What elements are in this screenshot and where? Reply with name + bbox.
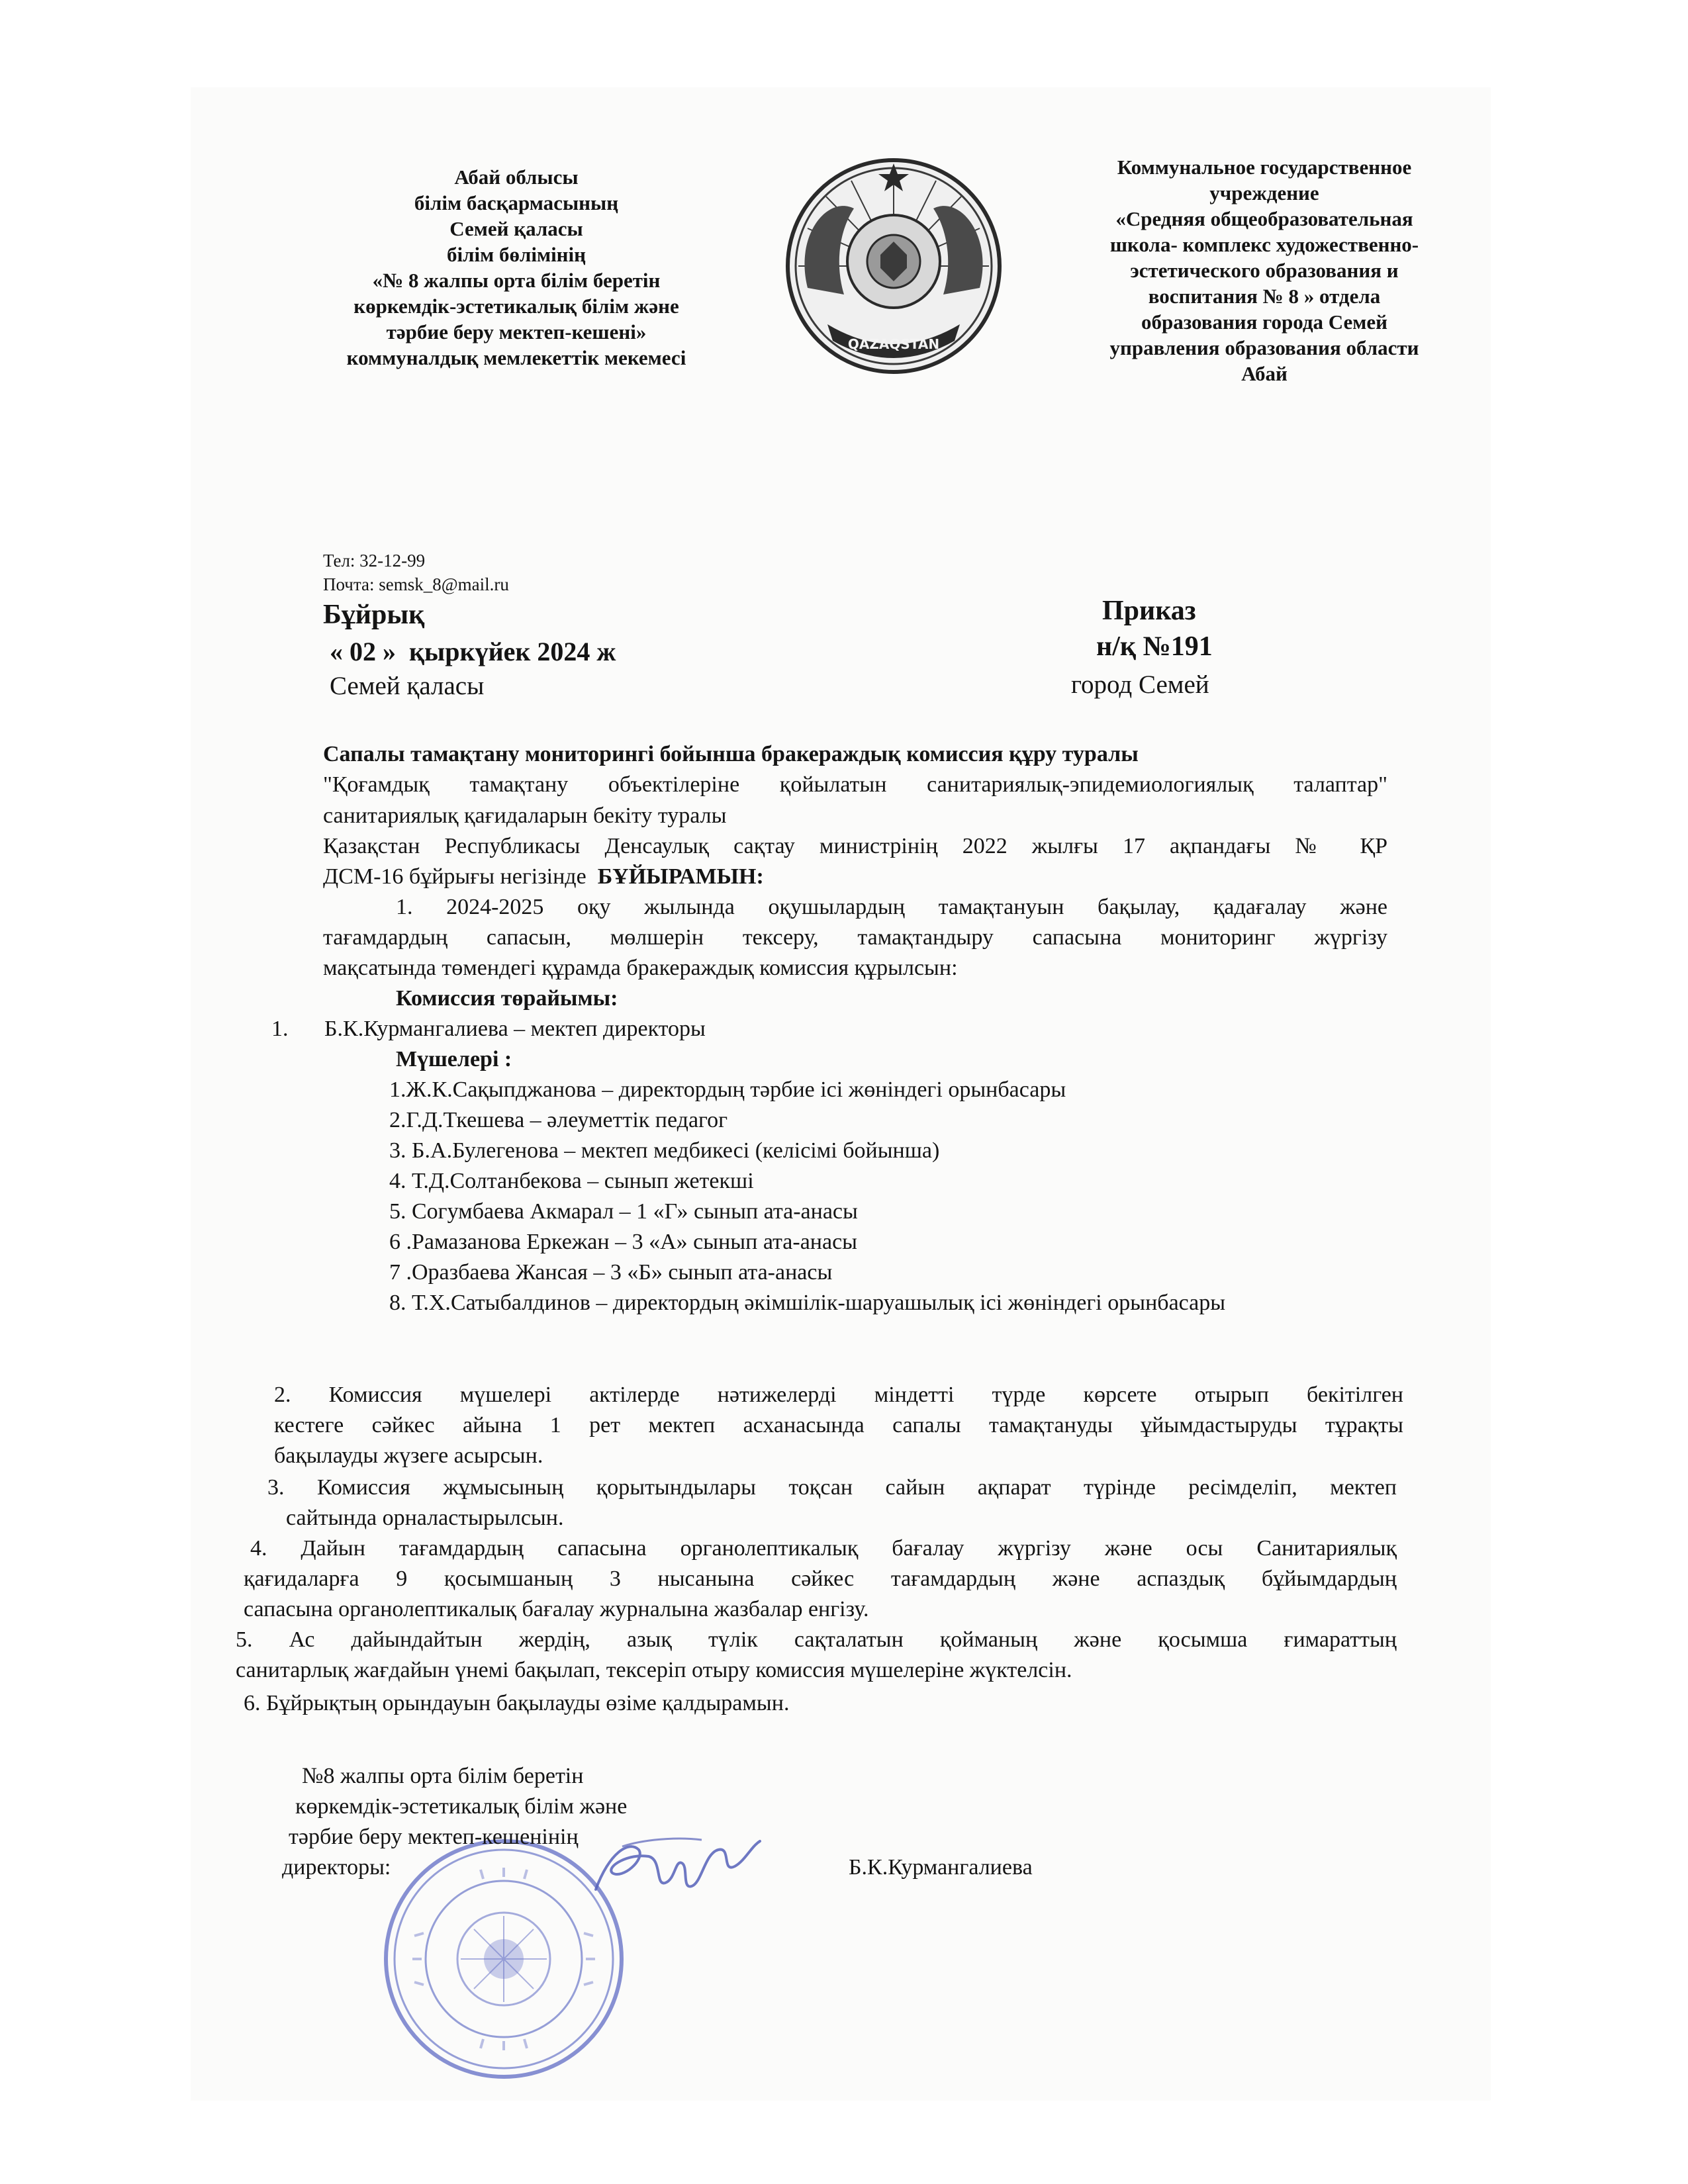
paragraph-1: тағамдардың сапасын, мөлшерін тексеру, тамақтандыру сапасына мониторинг жүргізу	[323, 925, 1387, 950]
header-ru-line: учреждение	[1209, 181, 1319, 205]
members-list	[389, 1075, 1225, 1318]
member-item: 7 .Оразбаева Жансая – 3 «Б» сынып ата-анасы	[389, 1260, 833, 1285]
paragraph-4: 4. Дайын тағамдардың сапасына органолептикалық бағалау жүргізу және осы Санитариялық	[250, 1536, 1397, 1561]
header-ru-line: управления образования области	[1109, 336, 1419, 359]
paragraph-6: 6. Бұйрықтың орындауын бақылауды өзіме қалдырамын.	[244, 1691, 790, 1715]
paragraph-2: кестеге сәйкес айына 1 рет мектеп асханасында сапалы тамақтануды ұйымдастыруды тұрақты	[274, 1413, 1403, 1437]
order-subject: Сапалы тамақтану мониторингі бойынша бракераждық комиссия құру туралы	[323, 742, 1139, 766]
paragraph-4: қағидаларға 9 қосымшаның 3 нысанына сәйкес тағамдардың және аспаздық бұйымдардың	[244, 1567, 1397, 1591]
paragraph-1: мақсатында төмендегі құрамда бракераждық комиссия құрылсын:	[323, 956, 958, 980]
state-emblem	[781, 156, 1006, 377]
paragraph-5: санитарлық жағдайын үнемі бақылап, тексеріп отыру комиссия мүшелеріне жүктелсін.	[236, 1658, 1072, 1682]
header-ru-line: школа- комплекс художественно-	[1109, 233, 1419, 256]
basis-line: санитариялық қағидаларын бекіту туралы	[323, 803, 727, 828]
header-kk-line: Абай облысы	[454, 165, 579, 189]
paragraph-2: 2. Комиссия мүшелері актілерде нәтижелерді міндетті түрде көрсете отырып бекітілген	[274, 1383, 1403, 1407]
order-number: н/қ №191	[1096, 631, 1213, 662]
paragraph-5: 5. Ас дайындайтын жердің, азық түлік сақталатын қойманың және қосымша ғимараттың	[236, 1627, 1397, 1652]
header-ru-line: образования города Семей	[1141, 310, 1388, 334]
signature-icon	[583, 1827, 768, 1913]
order-title-kk: Бұйрық	[323, 600, 425, 630]
chair-heading: Комиссия төрайымы:	[396, 986, 618, 1011]
header-kk-line: «№ 8 жалпы орта білім беретін	[372, 269, 661, 292]
order-date: « 02 » қыркүйек 2024 ж	[330, 637, 616, 666]
paragraph-3: 3. Комиссия жұмысының қорытындылары тоқсан сайын ақпарат түрінде ресімделіп, мектеп	[267, 1475, 1397, 1500]
header-kk-line: коммуналдық мемлекеттік мекемесі	[346, 346, 686, 369]
basis-text: ДСМ-16 бұйрығы негізінде	[323, 864, 586, 889]
member-item: 5. Согумбаева Акмарал – 1 «Г» сынып ата-анасы	[389, 1199, 858, 1224]
contact-tel: Тел: 32-12-99	[323, 551, 426, 570]
header-ru-line: Коммунальное государственное	[1117, 156, 1412, 179]
member-item: 4. Т.Д.Солтанбекова – сынып жетекші	[389, 1169, 754, 1193]
order-city-kk: Семей қаласы	[330, 672, 485, 700]
chair-name: Б.К.Курмангалиева – мектеп директоры	[324, 1017, 706, 1041]
member-item: 3. Б.А.Булегенова – мектеп медбикесі (келісімі бойынша)	[389, 1138, 940, 1163]
member-item: 2.Г.Д.Ткешева – әлеуметтік педагог	[389, 1108, 728, 1132]
header-kk-line: Семей қаласы	[449, 217, 583, 240]
member-item: 8. Т.Х.Сатыбалдинов – директордың әкімшілік-шаруашылық ісі жөніндегі орынбасары	[389, 1291, 1226, 1315]
command-word: БҰЙЫРАМЫН:	[597, 864, 764, 889]
paragraph-1: 1. 2024-2025 оқу жылында оқушылардың тамақтануын бақылау, қадағалау және	[396, 895, 1387, 919]
header-kk-line: тәрбие беру мектеп-кешені»	[386, 320, 647, 343]
basis-line-command	[323, 862, 764, 892]
director-name: Б.К.Курмангалиева	[849, 1855, 1033, 1880]
signature-line: №8 жалпы орта білім беретін	[302, 1764, 584, 1788]
emblem-label: QAZAQSTAN	[847, 336, 940, 352]
paragraph-2: бақылауды жүзеге асырсын.	[274, 1443, 543, 1468]
emblem-icon	[781, 156, 1006, 377]
handwritten-signature	[583, 1827, 768, 1913]
member-item: 1.Ж.К.Сақыпджанова – директордың тәрбие ісі жөніндегі орынбасары	[389, 1077, 1066, 1102]
basis-line: Қазақстан Республикасы Денсаулық сақтау министрінің 2022 жылғы 17 ақпандағы № ҚР	[323, 834, 1387, 858]
header-kazakh	[291, 164, 741, 371]
paragraph-3: сайтында орналастырылсын.	[286, 1506, 564, 1530]
header-kk-line: білім басқармасының	[414, 191, 619, 214]
order-city-ru: город Семей	[1071, 670, 1209, 699]
header-kk-line: көркемдік-эстетикалық білім және	[353, 295, 679, 318]
header-ru-line: эстетического образования и	[1130, 259, 1399, 282]
chair-number: 1.	[271, 1017, 289, 1041]
header-ru-line: воспитания № 8 » отдела	[1148, 285, 1381, 308]
signature-line: тәрбие беру мектеп-кешенінің	[289, 1825, 579, 1849]
signature-line: директоры:	[282, 1855, 391, 1880]
header-russian	[1066, 154, 1463, 387]
header-ru-line: Абай	[1241, 362, 1288, 385]
member-item: 6 .Рамазанова Еркежан – 3 «А» сынып ата-анасы	[389, 1230, 858, 1254]
members-heading: Мүшелері :	[396, 1047, 512, 1071]
header-kk-line: білім бөлімінің	[446, 243, 586, 266]
paragraph-4: сапасына органолептикалық бағалау журналына жазбалар енгізу.	[244, 1597, 869, 1621]
header-ru-line: «Средняя общеобразовательная	[1115, 207, 1413, 230]
contact-mail: Почта: semsk_8@mail.ru	[323, 574, 509, 594]
order-title-ru: Приказ	[1102, 596, 1196, 626]
signature-line: көркемдік-эстетикалық білім және	[295, 1794, 628, 1819]
basis-line: "Қоғамдық тамақтану объектілеріне қойылатын санитариялық-эпидемиологиялық талаптар"	[323, 772, 1387, 797]
